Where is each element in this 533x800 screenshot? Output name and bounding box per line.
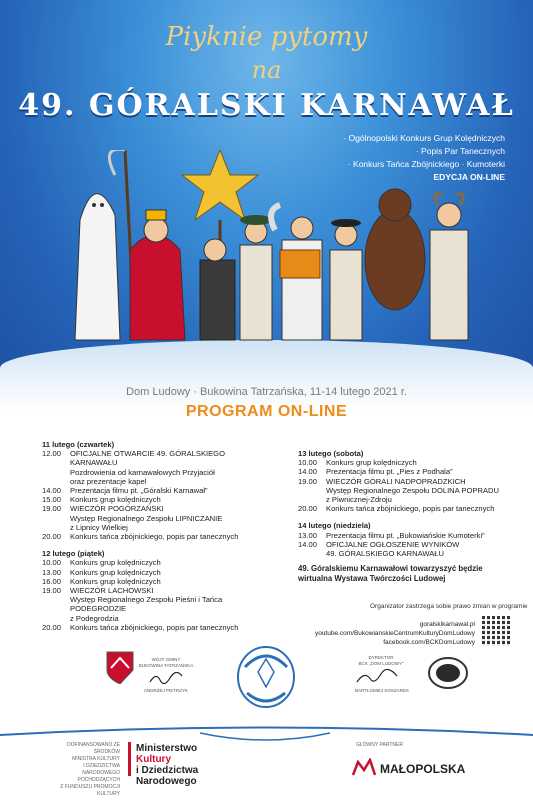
exhibition-note: 49. Góralskiemu Karnawałowi towarzyszyć będzie wirtualna Wystawa Twórczości Ludowej: [298, 564, 483, 583]
schedule-row: [42, 532, 272, 541]
time: [42, 523, 70, 532]
schedule-row: [298, 477, 508, 486]
time: 19.00: [42, 586, 62, 596]
schedule-row: [42, 568, 272, 577]
time: [42, 614, 70, 623]
schedule-row: [42, 504, 272, 513]
event: Konkurs grup kolędniczych: [70, 576, 161, 586]
schedule-row: [42, 577, 272, 586]
day-rows: [298, 531, 508, 559]
schedule-left-column: [42, 436, 272, 632]
schedule-row: [42, 514, 272, 523]
schedule-right-column: [298, 445, 508, 558]
links-block: [315, 620, 475, 647]
event: Konkurs grup kolędniczych: [70, 567, 161, 577]
schedule-row: [42, 477, 272, 486]
carnival-figures-illustration: [60, 150, 480, 350]
dom-ludowy-seal-icon: [427, 656, 469, 690]
time: 13.00: [298, 530, 318, 540]
director-title: DYREKTOR BCK „DOM LUDOWY”: [358, 655, 404, 666]
schedule-row: [298, 540, 508, 549]
event: z Lipnicy Wielkiej: [70, 522, 128, 532]
event: Konkurs tańca zbójnickiego, popis par tanecznych: [70, 622, 239, 632]
day-heading: 14 lutego (niedziela): [298, 521, 371, 531]
time: 20.00: [298, 504, 318, 514]
director-signature-icon: [355, 668, 399, 686]
subtitle-item: · Popis Par Tanecznych: [415, 146, 505, 156]
program-title: PROGRAM ON-LINE: [185, 403, 348, 420]
wojt-name: ANDRZEJ PIETRZYK: [143, 688, 188, 693]
time: 10.00: [42, 558, 62, 568]
time: [298, 495, 326, 504]
snow-ground: [0, 340, 533, 410]
ministry-logo: Ministerstwo Kultury i Dziedzictwa Narodowego: [136, 743, 199, 787]
event: Występ Regionalnego Zespołu LIPNICZANIE: [70, 513, 223, 523]
organizer-note: Organizator zastrzega sobie prawo zmian w programie: [370, 603, 528, 610]
schedule-row: [42, 558, 272, 567]
time: [42, 595, 70, 613]
schedule-row: [298, 486, 508, 495]
subtitle-item: · Konkurs Tańca Zbójnickiego · Kumoterki: [347, 159, 505, 169]
event: Konkurs tańca zbójnickiego, popis par tanecznych: [70, 532, 239, 542]
malopolska-logo-icon: [352, 758, 376, 776]
day-heading: 12 lutego (piątek): [42, 549, 105, 559]
schedule-row: [42, 495, 272, 504]
schedule-row: [298, 495, 508, 504]
commune-coat-of-arms-icon: [105, 650, 135, 684]
time: 20.00: [42, 622, 62, 632]
event: z Piwnicznej-Zdroju: [326, 495, 392, 505]
event: Występ Regionalnego Zespołu DOLINA POPRADU: [326, 485, 499, 495]
event: Konkurs tańca zbójnickiego, popis par tanecznych: [326, 504, 495, 514]
event: 49. GÓRALSKIEGO KARNAWAŁU: [326, 549, 445, 559]
schedule-row: [42, 523, 272, 532]
subtitle-item: · Ogólnopolski Konkurs Grup Kolędniczych: [343, 133, 505, 143]
day-rows: [42, 558, 272, 632]
time: [42, 514, 70, 523]
schedule-row: [298, 549, 508, 558]
schedule-row: [42, 623, 272, 632]
time: 10.00: [298, 458, 318, 468]
page-title: 49. GÓRALSKI KARNAWAŁ: [18, 88, 515, 123]
facebook-link[interactable]: facebook.com/BCKDomLudowy: [383, 639, 475, 646]
time: 14.00: [42, 486, 62, 496]
funding-note: DOFINANSOWANO ZE ŚRODKÓW MINISTRA KULTURY I DZIEDZICTWA NARODOWEGO POCHODZĄCYCH Z FUNDUSZU PROMOCJI KULTURY: [60, 742, 120, 797]
event: Prezentacja filmu pt. „Pies z Podhala”: [326, 467, 453, 477]
time: 14.00: [298, 539, 318, 549]
event: Prezentacja filmu pt. „Góralski Karnawał”: [70, 486, 208, 496]
day-rows: [298, 458, 508, 513]
event: WIECZÓR GÓRALI NADPOPRADZKICH: [326, 476, 466, 486]
schedule-row: [42, 449, 272, 467]
subtitle-line-2: na: [251, 56, 282, 84]
event: Prezentacja filmu pt. „Bukowiańskie Kumoterki”: [326, 530, 485, 540]
schedule-row: [298, 458, 508, 467]
schedule-row: [42, 586, 272, 595]
time: [298, 486, 326, 495]
time: 14.00: [298, 467, 318, 477]
time: [298, 549, 326, 558]
event: Konkurs grup kolędniczych: [70, 558, 161, 568]
time: 13.00: [42, 567, 62, 577]
day-rows: [42, 449, 272, 541]
schedule-row: [42, 614, 272, 623]
event: OFICJALNE OGŁOSZENIE WYNIKÓW: [326, 539, 460, 549]
event: Występ Regionalnego Zespołu Pieśni i Tańca PODEGRODZIE: [70, 595, 223, 614]
day-heading: 11 lutego (czwartek): [42, 440, 115, 449]
goralski-karnawal-logo-icon: [233, 637, 299, 711]
event: OFICJALNE OTWARCIE 49. GÓRALSKIEGO KARNAWAŁU: [70, 449, 226, 468]
schedule-row: [42, 595, 272, 613]
partner-name: MAŁOPOLSKA: [380, 762, 466, 776]
time: [42, 477, 70, 486]
wojt-title: WÓJT GMINY BUKOWINA TATRZAŃSKA: [138, 657, 194, 668]
time: 19.00: [298, 476, 318, 486]
schedule-row: [298, 467, 508, 476]
event: WIECZÓR POGÓRZAŃSKI: [70, 504, 164, 514]
wojt-signature-icon: [148, 672, 184, 686]
time: 12.00: [42, 449, 62, 459]
event: WIECZÓR LACHOWSKI: [70, 586, 154, 596]
schedule-row: [42, 486, 272, 495]
day-heading: 13 lutego (sobota): [298, 449, 364, 458]
schedule-row: [42, 468, 272, 477]
youtube-link[interactable]: youtube.com/BukowianskieCentrumKulturyDomLudowy: [314, 630, 475, 637]
time: 16.00: [42, 576, 62, 586]
schedule-row: [298, 504, 508, 513]
ministry-logo-bar: [128, 742, 131, 776]
schedule-row: [298, 531, 508, 540]
qr-code: [482, 616, 512, 646]
event: z Podegrodzia: [70, 613, 119, 623]
time: 20.00: [42, 532, 62, 542]
event: Pozdrowienia od karnawałowych Przyjaciół: [70, 467, 215, 477]
event: oraz prezentacje kapel: [70, 476, 147, 486]
subtitle-line-1: Piyknie pytomy: [165, 22, 368, 52]
event: Konkurs grup kolędniczych: [326, 458, 417, 468]
director-name: BARTŁOMIEJ KOSZAREK: [355, 688, 409, 693]
time: 15.00: [42, 495, 62, 505]
partner-label: GŁÓWNY PARTNER: [356, 742, 403, 748]
event: Konkurs grup kolędniczych: [70, 495, 161, 505]
venue-and-date: Dom Ludowy · Bukowina Tatrzańska, 11-14 lutego 2021 r.: [126, 386, 407, 398]
edition-label: EDYCJA ON-LINE: [433, 172, 505, 182]
time: [42, 468, 70, 477]
website-link[interactable]: goralskikarnawal.pl: [419, 621, 475, 628]
time: 19.00: [42, 504, 62, 514]
